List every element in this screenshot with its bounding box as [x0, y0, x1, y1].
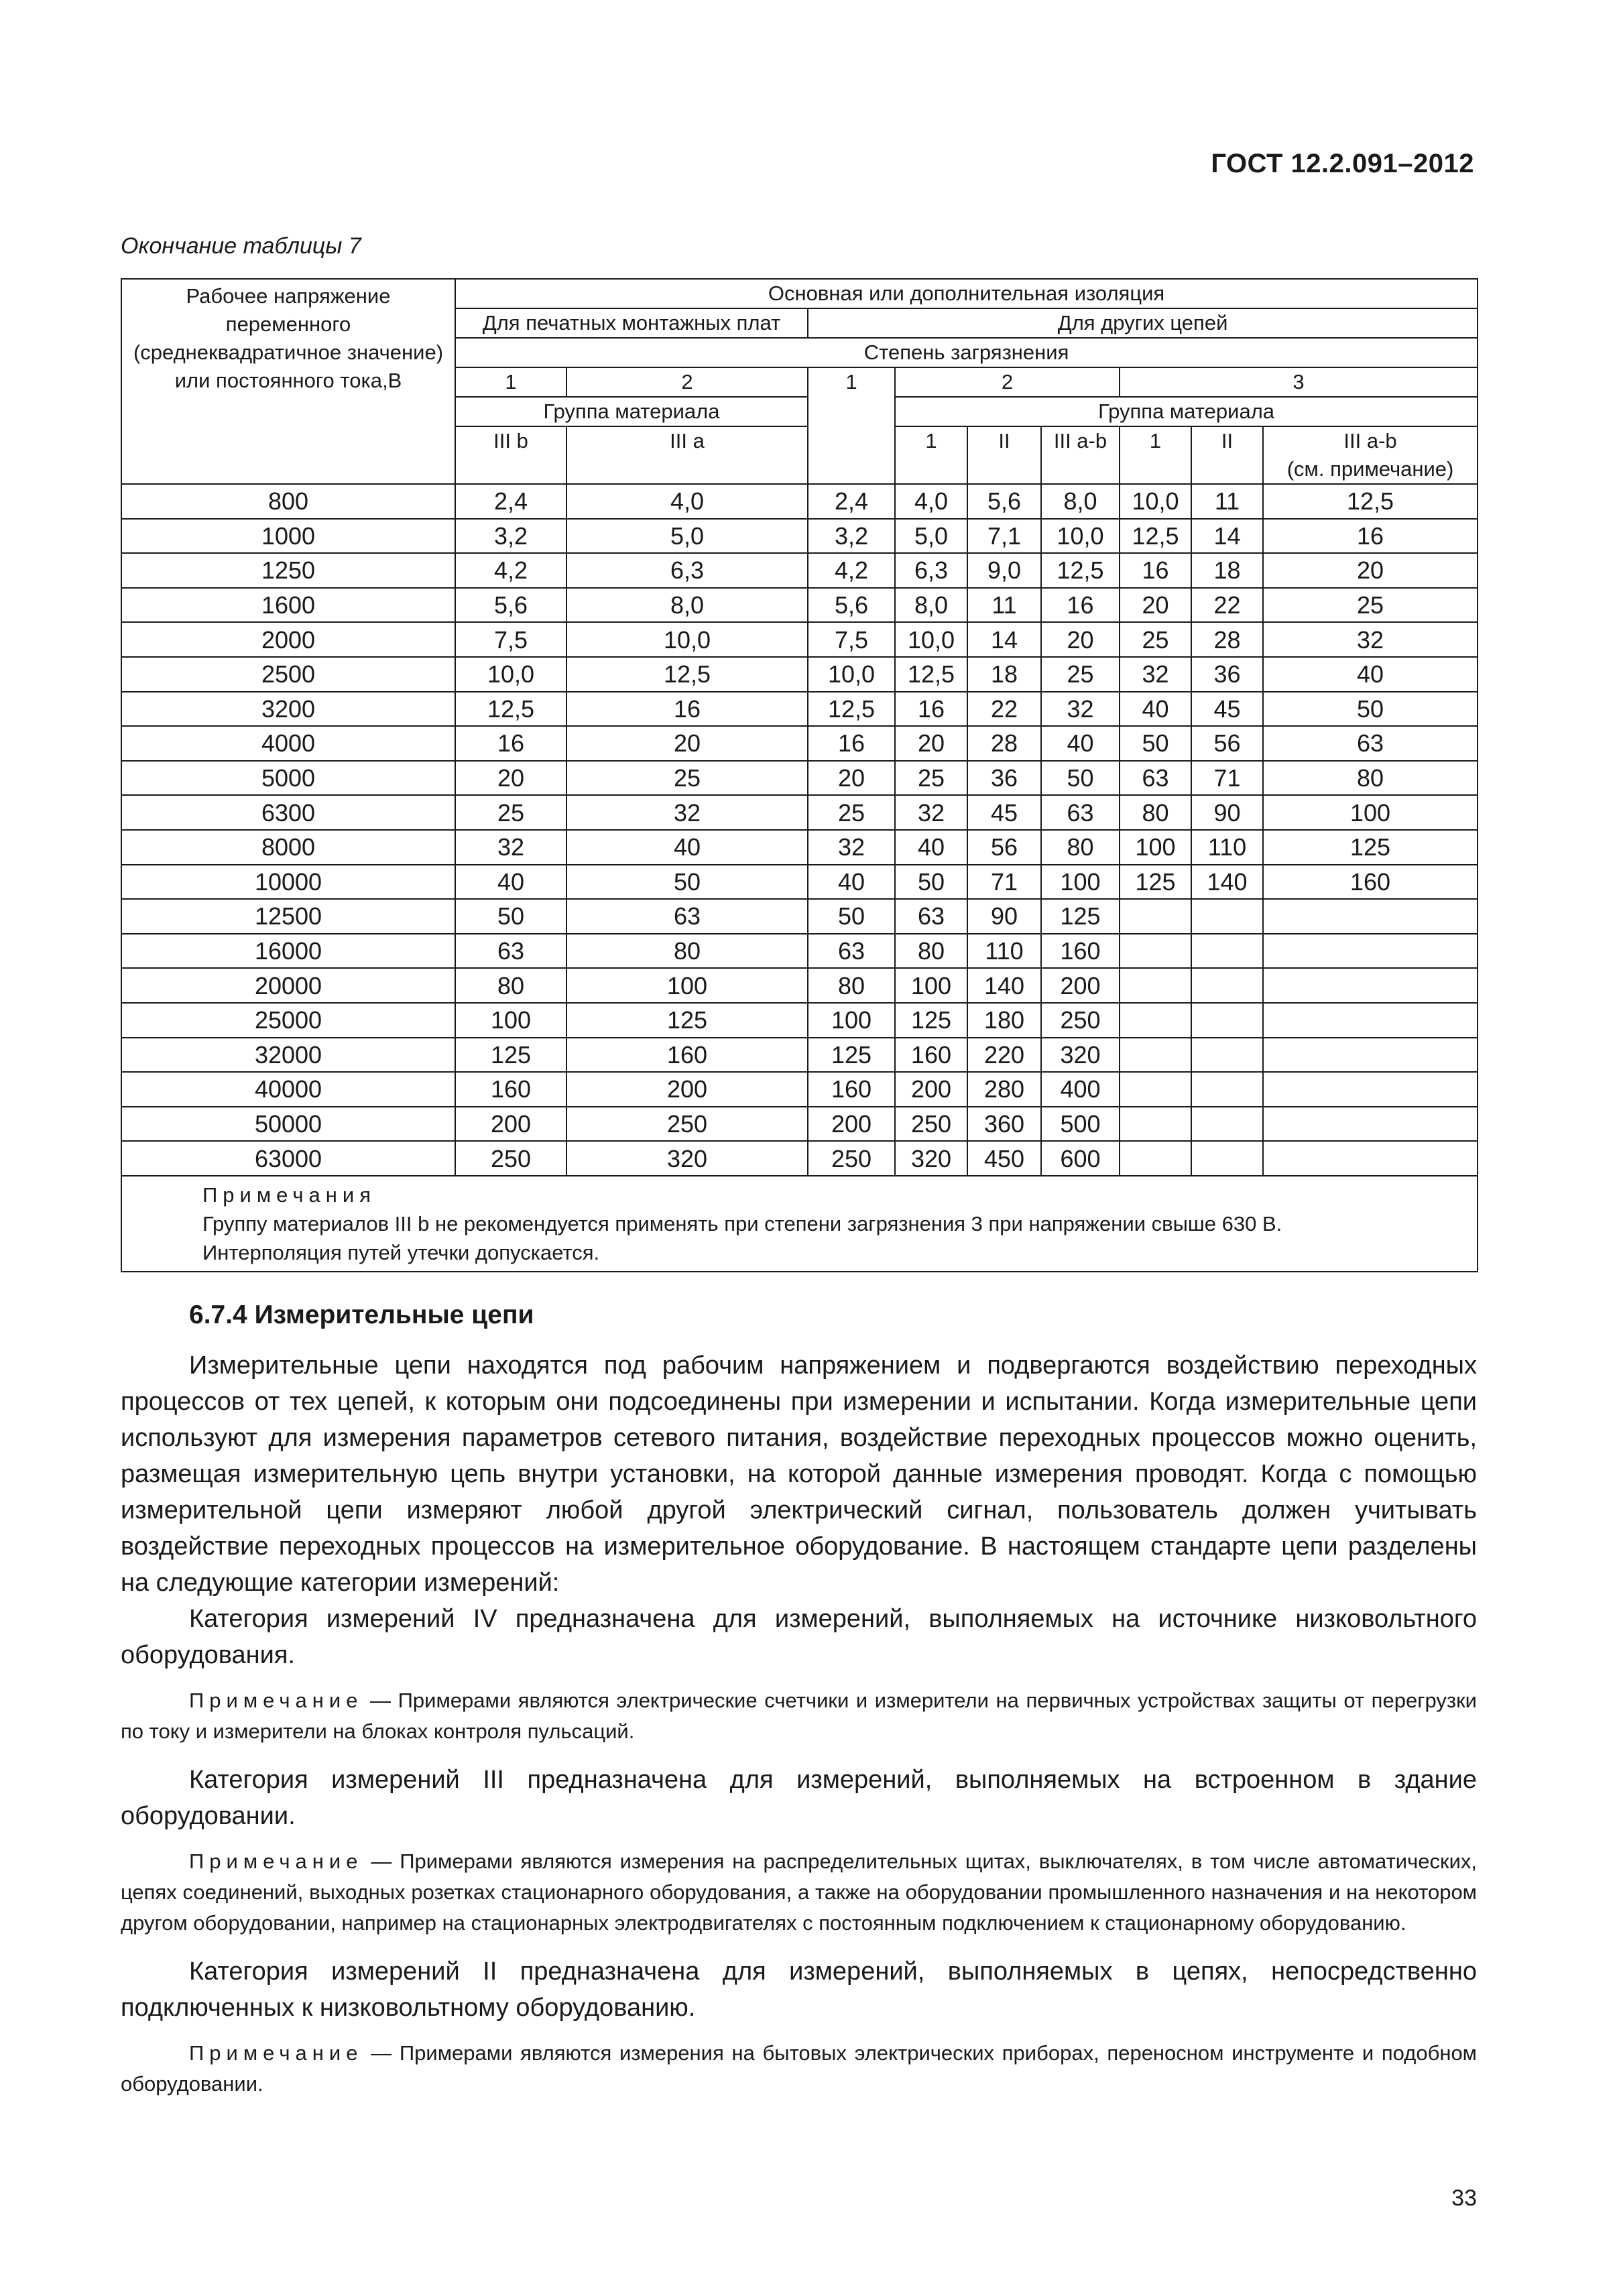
header-group-6-label: III a-b — [1343, 429, 1397, 452]
creepage-cell: 10,0 — [566, 622, 808, 657]
creepage-cell: 8,0 — [1041, 484, 1120, 519]
header-group-2: II — [967, 426, 1041, 484]
note-1 — [121, 1685, 1477, 1747]
creepage-cell: 63 — [895, 899, 967, 934]
header-voltage: Рабочее напряжение переменного (среднеквадратичное значение) или постоянного тока,В — [121, 279, 455, 484]
paragraph-3: Категория измерений III предназначена для измерений, выполняемых на встроенном в здание оборудовании. — [121, 1766, 1477, 1830]
creepage-cell: 125 — [1041, 899, 1120, 934]
creepage-cell: 5,6 — [967, 484, 1041, 519]
creepage-cell: 110 — [967, 934, 1041, 969]
creepage-cell — [1120, 899, 1191, 934]
creepage-cell: 320 — [566, 1141, 808, 1176]
creepage-cell: 80 — [808, 968, 895, 1003]
header-group-3: III a-b — [1041, 426, 1120, 484]
creepage-cell — [1191, 1038, 1263, 1073]
creepage-cell: 36 — [1191, 657, 1263, 692]
creepage-cell: 12,5 — [1041, 553, 1120, 588]
table-row — [121, 484, 1478, 519]
creepage-cell: 160 — [1263, 865, 1478, 900]
creepage-cell: 250 — [455, 1141, 566, 1176]
voltage-cell: 12500 — [121, 899, 455, 934]
header-pd-3: 3 — [1120, 367, 1478, 397]
creepage-cell: 140 — [967, 968, 1041, 1003]
creepage-cell: 71 — [1191, 761, 1263, 796]
creepage-cell — [1191, 1072, 1263, 1107]
creepage-cell: 36 — [967, 761, 1041, 796]
table-row — [121, 795, 1478, 830]
creepage-cell: 7,5 — [808, 622, 895, 657]
creepage-cell: 20 — [1120, 588, 1191, 623]
creepage-cell: 125 — [455, 1038, 566, 1073]
creepage-cell: 5,0 — [566, 519, 808, 554]
creepage-cell — [1120, 968, 1191, 1003]
document-code: ГОСТ 12.2.091–2012 — [1211, 149, 1474, 178]
creepage-cell: 32 — [1263, 622, 1478, 657]
creepage-cell: 3,2 — [455, 519, 566, 554]
creepage-cell: 10,0 — [455, 657, 566, 692]
table-row — [121, 1141, 1478, 1176]
creepage-cell: 280 — [967, 1072, 1041, 1107]
creepage-cell: 320 — [1041, 1038, 1120, 1073]
creepage-cell — [1191, 934, 1263, 969]
creepage-cell: 80 — [895, 934, 967, 969]
voltage-cell: 1000 — [121, 519, 455, 554]
header-pd-2: 2 — [566, 367, 808, 397]
creepage-cell: 50 — [895, 865, 967, 900]
creepage-cell: 90 — [1191, 795, 1263, 830]
creepage-cell — [1263, 1072, 1478, 1107]
creepage-cell: 50 — [1041, 761, 1120, 796]
header-group-4: 1 — [1120, 426, 1191, 484]
creepage-cell: 25 — [455, 795, 566, 830]
creepage-cell: 14 — [1191, 519, 1263, 554]
creepage-cell: 20 — [1263, 553, 1478, 588]
creepage-cell: 40 — [1041, 726, 1120, 761]
paragraph-2: Категория измерений IV предназначена для измерений, выполняемых на источнике низковольтного оборудования. — [121, 1605, 1477, 1669]
creepage-cell: 6,3 — [566, 553, 808, 588]
table-row — [121, 934, 1478, 969]
header-other-circuits: Для других цепей — [808, 308, 1478, 338]
creepage-cell: 160 — [808, 1072, 895, 1107]
creepage-cell: 12,5 — [455, 692, 566, 727]
section-title: 6.7.4 Измерительные цепи — [189, 1301, 534, 1329]
table-row — [121, 519, 1478, 554]
creepage-cell: 40 — [1263, 657, 1478, 692]
header-group-iiib: III b — [455, 426, 566, 484]
creepage-cell: 63 — [455, 934, 566, 969]
creepage-cell: 12,5 — [1263, 484, 1478, 519]
creepage-cell: 7,5 — [455, 622, 566, 657]
creepage-cell: 3,2 — [808, 519, 895, 554]
creepage-cell: 100 — [1120, 830, 1191, 865]
creepage-cell — [1263, 1038, 1478, 1073]
creepage-cell: 160 — [566, 1038, 808, 1073]
creepage-cell: 63 — [566, 899, 808, 934]
creepage-cell: 160 — [455, 1072, 566, 1107]
page-number: 33 — [1451, 2185, 1477, 2211]
creepage-cell: 90 — [967, 899, 1041, 934]
creepage-cell: 4,2 — [808, 553, 895, 588]
creepage-cell: 32 — [1120, 657, 1191, 692]
creepage-cell: 125 — [1263, 830, 1478, 865]
note-3-text: — Примерами являются измерения на бытовых электрических приборах, переносном инструменте и подобном оборудовании. — [121, 2041, 1477, 2096]
creepage-cell — [1120, 1107, 1191, 1142]
creepage-cell: 125 — [895, 1003, 967, 1038]
creepage-cell: 50 — [1263, 692, 1478, 727]
creepage-cell — [1263, 934, 1478, 969]
voltage-cell: 40000 — [121, 1072, 455, 1107]
creepage-cell: 32 — [895, 795, 967, 830]
voltage-cell: 8000 — [121, 830, 455, 865]
table-caption: Окончание таблицы 7 — [121, 233, 361, 259]
creepage-cell: 20 — [566, 726, 808, 761]
creepage-cell: 80 — [566, 934, 808, 969]
creepage-cell: 40 — [566, 830, 808, 865]
creepage-cell: 5,0 — [895, 519, 967, 554]
table-row — [121, 899, 1478, 934]
creepage-cell: 50 — [1120, 726, 1191, 761]
creepage-cell: 250 — [1041, 1003, 1120, 1038]
creepage-cell: 22 — [1191, 588, 1263, 623]
creepage-cell: 450 — [967, 1141, 1041, 1176]
creepage-cell: 32 — [566, 795, 808, 830]
creepage-cell: 6,3 — [895, 553, 967, 588]
creepage-cell: 400 — [1041, 1072, 1120, 1107]
creepage-cell: 320 — [895, 1141, 967, 1176]
table-notes — [121, 1176, 1478, 1272]
creepage-cell: 20 — [455, 761, 566, 796]
creepage-cell — [1120, 1038, 1191, 1073]
creepage-cell: 160 — [1041, 934, 1120, 969]
creepage-cell — [1120, 1003, 1191, 1038]
creepage-cell: 12,5 — [1120, 519, 1191, 554]
note-1-label: Примечание — [189, 1689, 363, 1712]
voltage-cell: 50000 — [121, 1107, 455, 1142]
table-row — [121, 726, 1478, 761]
table-row — [121, 968, 1478, 1003]
creepage-cell: 25 — [1120, 622, 1191, 657]
creepage-cell: 20 — [808, 761, 895, 796]
voltage-cell: 10000 — [121, 865, 455, 900]
creepage-cell: 125 — [808, 1038, 895, 1073]
creepage-cell: 28 — [1191, 622, 1263, 657]
creepage-cell: 250 — [895, 1107, 967, 1142]
header-insulation: Основная или дополнительная изоляция — [455, 279, 1478, 308]
creepage-cell: 600 — [1041, 1141, 1120, 1176]
creepage-cell: 2,4 — [455, 484, 566, 519]
voltage-cell: 5000 — [121, 761, 455, 796]
creepage-cell: 20 — [1041, 622, 1120, 657]
note-3-label: Примечание — [189, 2041, 363, 2065]
note-2 — [121, 1846, 1477, 1939]
table-row — [121, 622, 1478, 657]
section-body — [121, 1347, 1477, 2100]
creepage-cell: 25 — [1263, 588, 1478, 623]
creepage-cell: 25 — [808, 795, 895, 830]
creepage-cell: 80 — [1041, 830, 1120, 865]
voltage-cell: 4000 — [121, 726, 455, 761]
creepage-cell: 56 — [1191, 726, 1263, 761]
creepage-cell: 200 — [1041, 968, 1120, 1003]
creepage-cell — [1120, 934, 1191, 969]
note-3 — [121, 2038, 1477, 2100]
creepage-cell: 10,0 — [1120, 484, 1191, 519]
creepage-cell: 16 — [1041, 588, 1120, 623]
voltage-cell: 1250 — [121, 553, 455, 588]
creepage-cell: 32 — [1041, 692, 1120, 727]
creepage-cell: 40 — [808, 865, 895, 900]
creepage-cell: 32 — [455, 830, 566, 865]
creepage-cell: 16 — [1263, 519, 1478, 554]
creepage-cell: 160 — [895, 1038, 967, 1073]
creepage-cell: 10,0 — [808, 657, 895, 692]
creepage-cell: 125 — [566, 1003, 808, 1038]
creepage-cell: 22 — [967, 692, 1041, 727]
paragraph-1: Измерительные цепи находятся под рабочим напряжением и подвергаются воздействию переходных процессов от тех цепей, к которым они подсоединены при измерении и испытании. Когда измерительные цепи используют для измерения параметров сетевого питания, воздействие переходных процессов можно оценить, размещая измерительную цепь внутри установки, на которой данные измерения проводят. Когда с помощью измерительной цепи измеряют любой другой электрический сигнал, пользователь должен учитывать воздействие переходных процессов на измерительное оборудование. В настоящем стандарте цепи разделены на следующие категории измерений: — [121, 1351, 1477, 1597]
voltage-cell: 63000 — [121, 1141, 455, 1176]
notes-title: Примечания — [202, 1183, 376, 1207]
creepage-cell: 63 — [1120, 761, 1191, 796]
creepage-cell: 100 — [1041, 865, 1120, 900]
creepage-cell: 5,6 — [455, 588, 566, 623]
creepage-cell: 40 — [895, 830, 967, 865]
creepage-cell: 32 — [808, 830, 895, 865]
creepage-cell: 200 — [566, 1072, 808, 1107]
creepage-cell — [1263, 968, 1478, 1003]
creepage-cell: 45 — [1191, 692, 1263, 727]
creepage-cell: 8,0 — [895, 588, 967, 623]
creepage-cell: 200 — [808, 1107, 895, 1142]
creepage-cell: 4,2 — [455, 553, 566, 588]
creepage-cell — [1120, 1072, 1191, 1107]
creepage-cell: 80 — [455, 968, 566, 1003]
creepage-cell: 10,0 — [895, 622, 967, 657]
creepage-cell — [1263, 1003, 1478, 1038]
creepage-cell — [1263, 899, 1478, 934]
creepage-cell: 100 — [808, 1003, 895, 1038]
creepage-cell — [1191, 1107, 1263, 1142]
creepage-cell — [1263, 1141, 1478, 1176]
creepage-cell: 125 — [1120, 865, 1191, 900]
voltage-cell: 800 — [121, 484, 455, 519]
creepage-cell: 5,6 — [808, 588, 895, 623]
creepage-cell — [1120, 1141, 1191, 1176]
creepage-cell: 140 — [1191, 865, 1263, 900]
voltage-cell: 6300 — [121, 795, 455, 830]
creepage-cell: 63 — [808, 934, 895, 969]
creepage-cell: 71 — [967, 865, 1041, 900]
voltage-cell: 2500 — [121, 657, 455, 692]
creepage-cell: 100 — [455, 1003, 566, 1038]
creepage-cell: 16 — [895, 692, 967, 727]
header-pd-1-other: 1 — [808, 367, 895, 484]
creepage-cell: 56 — [967, 830, 1041, 865]
creepage-cell: 7,1 — [967, 519, 1041, 554]
creepage-cell: 63 — [1263, 726, 1478, 761]
creepage-cell: 100 — [895, 968, 967, 1003]
creepage-cell: 360 — [967, 1107, 1041, 1142]
table-row — [121, 865, 1478, 900]
creepage-cell — [1191, 968, 1263, 1003]
header-group-iiia: III a — [566, 426, 808, 484]
creepage-cell: 110 — [1191, 830, 1263, 865]
table-row — [121, 761, 1478, 796]
creepage-cell: 16 — [566, 692, 808, 727]
voltage-cell: 1600 — [121, 588, 455, 623]
creepage-cell — [1263, 1107, 1478, 1142]
creepage-cell: 250 — [566, 1107, 808, 1142]
creepage-cell: 200 — [895, 1072, 967, 1107]
table-row — [121, 1072, 1478, 1107]
creepage-cell: 12,5 — [895, 657, 967, 692]
table-row — [121, 1003, 1478, 1038]
creepage-cell: 40 — [455, 865, 566, 900]
creepage-cell: 12,5 — [808, 692, 895, 727]
voltage-cell: 3200 — [121, 692, 455, 727]
table-body — [121, 484, 1478, 1176]
creepage-cell: 8,0 — [566, 588, 808, 623]
header-pd-2-other: 2 — [895, 367, 1120, 397]
creepage-cell: 50 — [566, 865, 808, 900]
creepage-cell: 25 — [566, 761, 808, 796]
notes-line-2: Интерполяция путей утечки допускается. — [202, 1240, 600, 1264]
creepage-cell: 4,0 — [895, 484, 967, 519]
voltage-cell: 20000 — [121, 968, 455, 1003]
creepage-cell: 14 — [967, 622, 1041, 657]
note-2-label: Примечание — [189, 1850, 363, 1873]
creepage-cell: 100 — [566, 968, 808, 1003]
paragraph-4: Категория измерений II предназначена для измерений, выполняемых в цепях, непосредственно подключенных к низковольтному оборудованию. — [121, 1957, 1477, 2022]
creepage-cell: 100 — [1263, 795, 1478, 830]
creepage-cell: 200 — [455, 1107, 566, 1142]
creepage-cell: 80 — [1120, 795, 1191, 830]
header-group-1: 1 — [895, 426, 967, 484]
creepage-table — [121, 278, 1477, 1272]
creepage-cell: 20 — [895, 726, 967, 761]
creepage-cell: 40 — [1120, 692, 1191, 727]
creepage-cell: 250 — [808, 1141, 895, 1176]
header-material-group-other: Группа материала — [895, 397, 1478, 426]
notes-line-1: Группу материалов III b не рекомендуется применять при степени загрязнения 3 при напряжении свыше 630 В. — [202, 1211, 1282, 1235]
creepage-cell: 16 — [1120, 553, 1191, 588]
creepage-cell: 16 — [455, 726, 566, 761]
creepage-cell: 28 — [967, 726, 1041, 761]
header-pcb: Для печатных монтажных плат — [455, 308, 808, 338]
creepage-cell: 220 — [967, 1038, 1041, 1073]
header-pd-1: 1 — [455, 367, 566, 397]
table-row — [121, 1038, 1478, 1073]
creepage-cell — [1191, 899, 1263, 934]
creepage-cell: 10,0 — [1041, 519, 1120, 554]
creepage-cell: 2,4 — [808, 484, 895, 519]
header-group-6-note: (см. примечание) — [1286, 457, 1454, 481]
note-2-text: — Примерами являются измерения на распределительных щитах, выключателях, в том числе автоматических, цепях соединений, выходных розетках стационарного оборудования, а также на оборудовании промышленного назначения и на некотором другом оборудовании, например на стационарных электродвигателях с постоянным подключением к стационарному оборудованию. — [121, 1850, 1477, 1935]
header-pollution-degree: Степень загрязнения — [455, 338, 1478, 367]
creepage-cell: 500 — [1041, 1107, 1120, 1142]
creepage-cell: 18 — [1191, 553, 1263, 588]
creepage-cell: 4,0 — [566, 484, 808, 519]
creepage-cell — [1191, 1003, 1263, 1038]
creepage-cell: 12,5 — [566, 657, 808, 692]
table-row — [121, 657, 1478, 692]
voltage-cell: 16000 — [121, 934, 455, 969]
voltage-cell: 32000 — [121, 1038, 455, 1073]
creepage-cell: 25 — [1041, 657, 1120, 692]
note-1-text: — Примерами являются электрические счетчики и измерители на первичных устройствах защиты от перегрузки по току и измерители на блоках контроля пульсаций. — [121, 1689, 1477, 1743]
header-material-group-pcb: Группа материала — [455, 397, 808, 426]
header-group-6 — [1263, 426, 1478, 484]
creepage-cell: 16 — [808, 726, 895, 761]
creepage-cell: 45 — [967, 795, 1041, 830]
creepage-cell: 11 — [967, 588, 1041, 623]
table-row — [121, 1107, 1478, 1142]
creepage-cell: 25 — [895, 761, 967, 796]
creepage-cell: 180 — [967, 1003, 1041, 1038]
table-row — [121, 588, 1478, 623]
creepage-cell — [1191, 1141, 1263, 1176]
creepage-cell: 18 — [967, 657, 1041, 692]
creepage-cell: 50 — [808, 899, 895, 934]
creepage-cell: 63 — [1041, 795, 1120, 830]
creepage-cell: 9,0 — [967, 553, 1041, 588]
creepage-cell: 50 — [455, 899, 566, 934]
header-group-5: II — [1191, 426, 1263, 484]
creepage-cell: 80 — [1263, 761, 1478, 796]
voltage-cell: 2000 — [121, 622, 455, 657]
table-row — [121, 830, 1478, 865]
creepage-cell: 11 — [1191, 484, 1263, 519]
voltage-cell: 25000 — [121, 1003, 455, 1038]
table-row — [121, 553, 1478, 588]
table-row — [121, 692, 1478, 727]
